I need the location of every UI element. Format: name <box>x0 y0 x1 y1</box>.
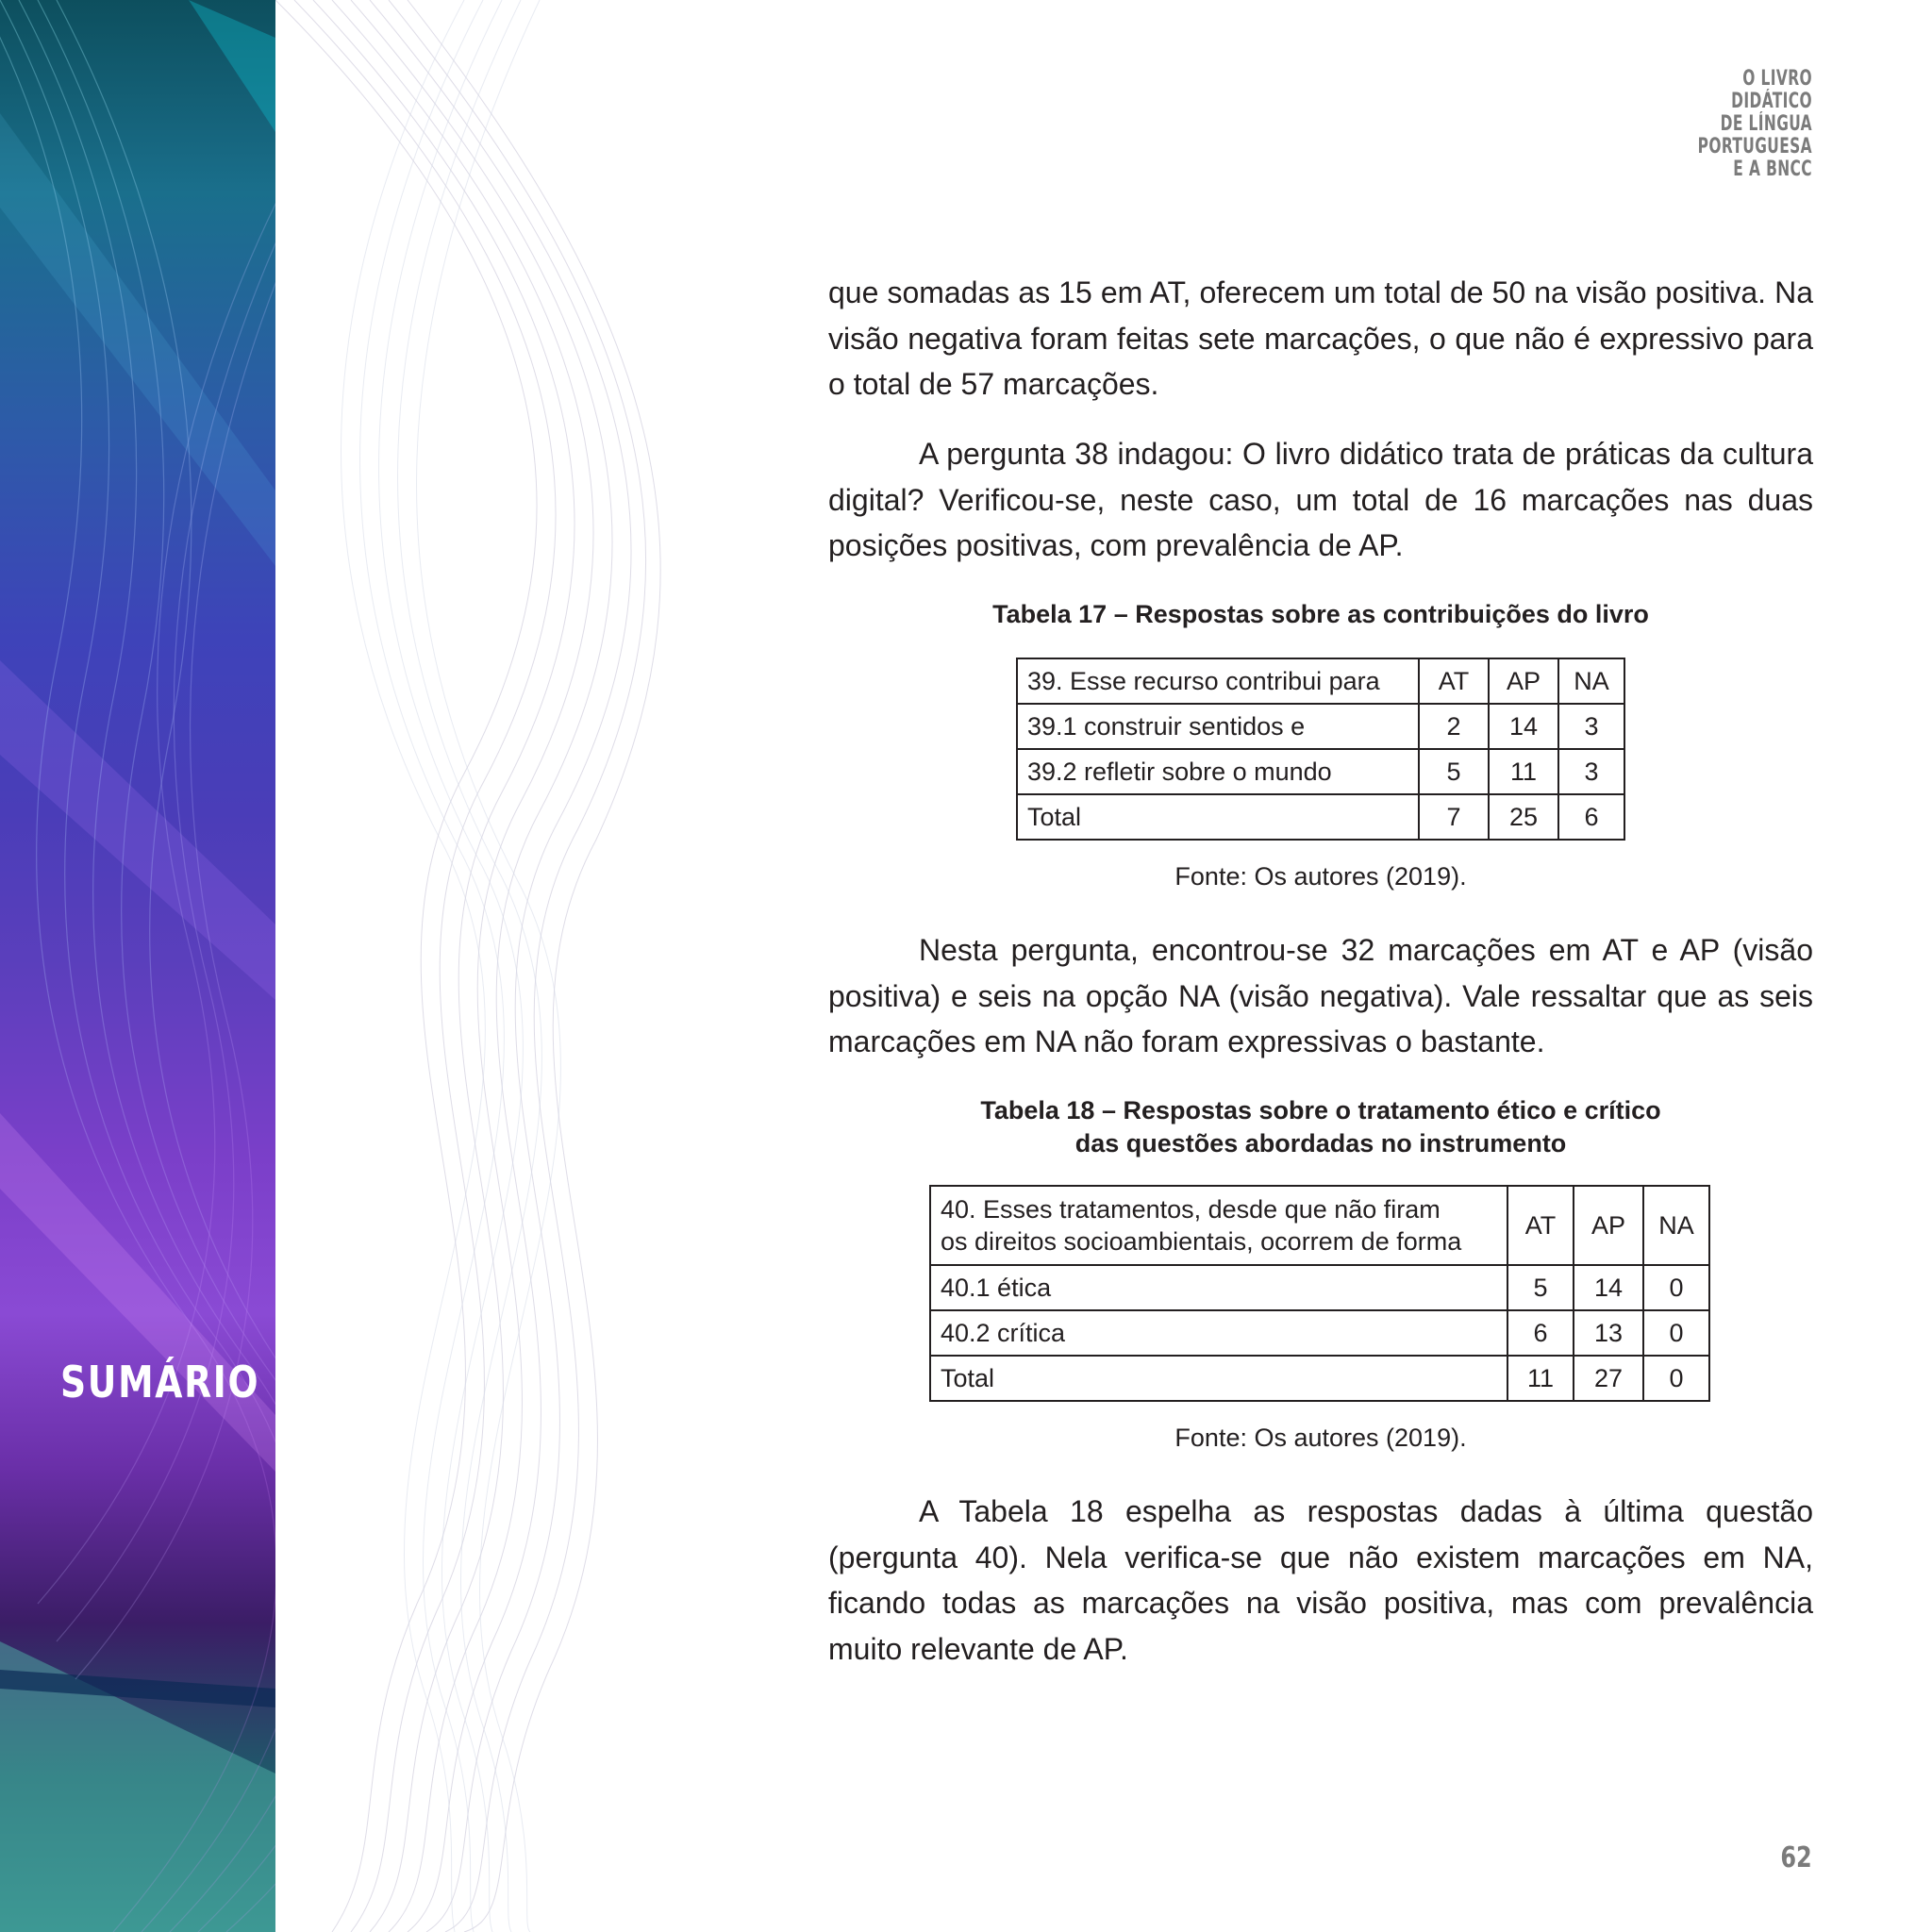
table-cell: 14 <box>1489 704 1558 749</box>
table-cell: 6 <box>1507 1310 1574 1356</box>
table-cell: 27 <box>1574 1356 1643 1401</box>
book-title-header <box>1624 68 1812 181</box>
book-title-line: O LIVRO <box>1742 67 1812 91</box>
table-cell: 13 <box>1574 1310 1643 1356</box>
table-header-row <box>930 1186 1709 1265</box>
table-cell: 5 <box>1507 1265 1574 1310</box>
table-header-cell: AT <box>1419 658 1489 704</box>
table-cell: Total <box>930 1356 1507 1401</box>
sumario-link[interactable]: SUMÁRIO <box>60 1357 260 1407</box>
table-17-source: Fonte: Os autores (2019). <box>1174 862 1467 891</box>
table-cell: 11 <box>1507 1356 1574 1401</box>
table-cell: 14 <box>1574 1265 1643 1310</box>
book-title-line: E A BNCC <box>1733 158 1812 181</box>
table-18-caption-line: das questões abordadas no instrumento <box>1074 1129 1567 1158</box>
table-18-caption <box>828 1094 1813 1160</box>
table-18-source: Fonte: Os autores (2019). <box>1174 1424 1467 1452</box>
paragraph-4: A Tabela 18 espelha as respostas dadas à última questão (pergunta 40). Nela verifica-se que não existem marcações em NA, ficando todas as marcações na visão positiva, mas com prevalência muito relevante de AP. <box>828 1494 1813 1666</box>
table-cell: 0 <box>1643 1310 1709 1356</box>
paragraph-1: que somadas as 15 em AT, oferecem um total de 50 na visão positiva. Na visão negativa foram feitas sete marcações, o que não é expressivo para o total de 57 marcações. <box>828 275 1813 401</box>
table-cell: 5 <box>1419 749 1489 794</box>
decorative-waves <box>275 0 709 1932</box>
table-row <box>930 1265 1709 1310</box>
table-cell: 40.2 crítica <box>930 1310 1507 1356</box>
table-header-line: os direitos socioambientais, ocorrem de forma <box>941 1227 1462 1256</box>
table-cell: 7 <box>1419 794 1489 840</box>
paragraph-2: A pergunta 38 indagou: O livro didático trata de práticas da cultura digital? Verificou-se, neste caso, um total de 16 marcações nas duas posições positivas, com prevalência de AP. <box>828 437 1813 562</box>
table-header-row <box>1017 658 1624 704</box>
table-header-line: 40. Esses tratamentos, desde que não firam <box>941 1195 1441 1224</box>
table-row <box>930 1356 1709 1401</box>
table-17 <box>1016 658 1625 841</box>
table-cell: 39.1 construir sentidos e <box>1017 704 1419 749</box>
sidebar-art <box>0 0 275 1932</box>
table-row <box>930 1310 1709 1356</box>
book-title-line: DE LÍNGUA <box>1720 112 1812 136</box>
table-cell: 11 <box>1489 749 1558 794</box>
paragraph-3: Nesta pergunta, encontrou-se 32 marcações em AT e AP (visão positiva) e seis na opção NA (visão negativa). Vale ressaltar que as seis marcações em NA não foram expressivas o bastante. <box>828 933 1813 1058</box>
table-cell: 6 <box>1558 794 1624 840</box>
table-header-cell: AP <box>1574 1186 1643 1265</box>
table-cell: 40.1 ética <box>930 1265 1507 1310</box>
table-cell: 3 <box>1558 749 1624 794</box>
table-cell: 0 <box>1643 1265 1709 1310</box>
table-18 <box>929 1185 1710 1402</box>
table-header-cell: AT <box>1507 1186 1574 1265</box>
table-18-caption-line: Tabela 18 – Respostas sobre o tratamento ético e crítico <box>980 1096 1661 1124</box>
sidebar-panel <box>0 0 275 1932</box>
table-header-cell <box>930 1186 1507 1265</box>
table-header-cell: NA <box>1558 658 1624 704</box>
table-cell: 2 <box>1419 704 1489 749</box>
table-row <box>1017 749 1624 794</box>
page-number: 62 <box>1780 1841 1812 1874</box>
table-header-cell: AP <box>1489 658 1558 704</box>
table-cell: 0 <box>1643 1356 1709 1401</box>
table-cell: 3 <box>1558 704 1624 749</box>
book-title-line: DIDÁTICO <box>1731 90 1812 113</box>
table-row <box>1017 794 1624 840</box>
table-cell: Total <box>1017 794 1419 840</box>
table-header-cell: NA <box>1643 1186 1709 1265</box>
table-row <box>1017 704 1624 749</box>
table-header-cell: 39. Esse recurso contribui para <box>1017 658 1419 704</box>
table-17-caption: Tabela 17 – Respostas sobre as contribuições do livro <box>992 600 1649 628</box>
table-cell: 39.2 refletir sobre o mundo <box>1017 749 1419 794</box>
table-cell: 25 <box>1489 794 1558 840</box>
book-title-line: PORTUGUESA <box>1697 135 1812 158</box>
